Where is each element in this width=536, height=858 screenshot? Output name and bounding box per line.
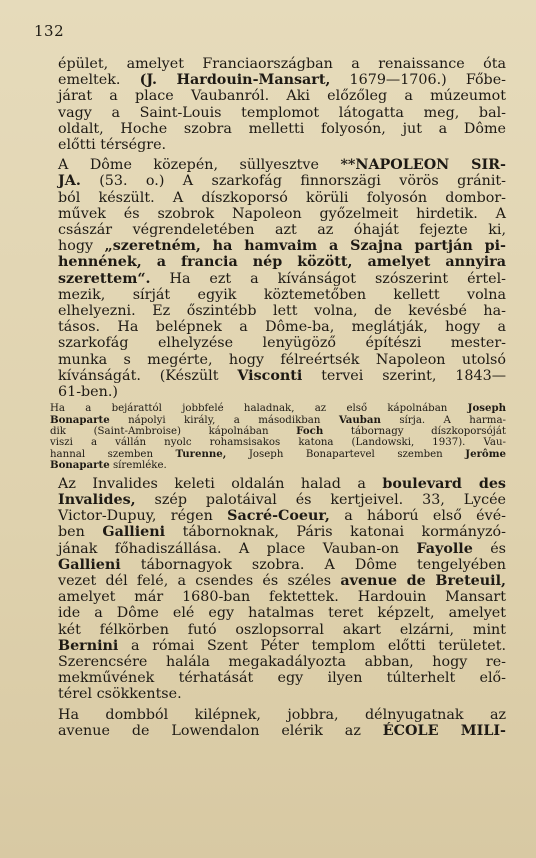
text-run: Ha ezt a kívánságot szószerint értel- <box>150 270 506 287</box>
text-run: hogy <box>58 238 105 255</box>
text-run: tervei szerint, 1843— <box>302 367 506 384</box>
text-line <box>34 72 506 88</box>
bold-text: hennének, a francia nép között, amelyet annyira <box>58 254 506 271</box>
bold-text: Foch <box>296 425 324 438</box>
text-run: amelyet már 1680-ban fektettek. Hardouin Mansart <box>58 589 506 606</box>
bold-text: JA. <box>58 173 81 190</box>
text-run: ból készült. A díszkoporsó körüli folyosón dombor- <box>58 189 506 206</box>
text-run: a háború első évé- <box>329 508 506 525</box>
bold-text: szerettem“. <box>58 270 151 287</box>
text-run: mekművének térhatását egy ilyen túlterhelt elő- <box>58 670 506 687</box>
bold-text: Sacré-Coeur, <box>227 508 330 525</box>
bold-text: Turenne, <box>175 447 227 460</box>
text-run: ben <box>58 524 103 541</box>
text-line <box>34 476 506 492</box>
text-run: szarkofág elhelyzése lenyügöző építészi mester- <box>58 335 506 352</box>
text-line <box>34 319 506 335</box>
text-line <box>34 622 506 638</box>
bold-text: boulevard des <box>382 475 506 492</box>
text-run: avenue de Lowendalon elérik az <box>58 722 383 739</box>
text-run: tábornagy díszkoporsóját <box>323 426 506 438</box>
text-run: Szerencsére halála megakadályozta abban, hogy re- <box>58 653 506 670</box>
text-line <box>34 686 506 702</box>
text-run: munka s megérte, hogy félreértsék Napoleon utolsó <box>58 351 506 368</box>
text-line <box>34 384 506 400</box>
text-line <box>34 460 506 471</box>
text-run: nápolyi király, a másodikban <box>109 414 339 426</box>
text-line <box>34 271 506 287</box>
text-run: oldalt, Hoche szobra melletti folyosón, jut a Dôme <box>58 120 506 137</box>
text-line <box>34 303 506 319</box>
text-run: mezik, sírját egyik köztemetőben kellett volna <box>58 286 506 303</box>
bold-text: Gallieni <box>102 524 166 541</box>
text-run: császár végrendeletében azt az óhaját fejezte ki, <box>58 222 506 239</box>
text-line <box>34 238 506 254</box>
text-line <box>34 368 506 384</box>
text-line <box>34 589 506 605</box>
text-line <box>34 206 506 222</box>
text-line <box>34 56 506 72</box>
text-line <box>34 190 506 206</box>
text-line <box>34 508 506 524</box>
text-run: ide a Dôme elé egy hatalmas teret képzelt, amelyet <box>58 605 506 622</box>
text-line <box>34 670 506 686</box>
text-run: viszi a vállán nyolc rohamsisakos katona (Landowski, 1937). Vau- <box>50 437 506 449</box>
bold-text: Joseph <box>467 402 506 415</box>
text-run: A Dôme közepén, süllyesztve <box>58 157 341 174</box>
text-run: dik (Saint-Ambroise) kápolnában <box>50 426 297 438</box>
text-line <box>34 557 506 573</box>
text-line <box>34 707 506 723</box>
text-run: 1679—1706.) Főbe- <box>330 72 507 89</box>
text-run: Victor-Dupuy, régen <box>58 508 228 525</box>
bold-text: „szeretném, ha hamvaim a Szajna partján pi- <box>104 238 506 255</box>
paragraph <box>34 56 506 153</box>
bold-text: Invalides, <box>58 491 136 508</box>
paragraph <box>34 707 506 739</box>
bold-text: **NAPOLEON SIR- <box>340 157 506 174</box>
text-line <box>34 524 506 540</box>
text-line <box>34 605 506 621</box>
text-line <box>34 492 506 508</box>
text-line <box>34 638 506 654</box>
text-run: (53. o.) A szarkofág finnorszägi vörös gránit- <box>80 173 506 190</box>
text-line <box>34 437 506 448</box>
text-run: Ha dombból kilépnek, jobbra, délnyugatnak az <box>58 706 506 723</box>
text-run: előtti térségre. <box>58 137 167 154</box>
bold-text: Gallieni <box>58 556 121 573</box>
bold-text: avenue de Breteuil, <box>340 572 507 589</box>
text-line <box>34 723 506 739</box>
text-run: vezet dél felé, a csendes és széles <box>58 572 341 589</box>
text-line <box>34 415 506 426</box>
paragraph <box>34 476 506 703</box>
text-run: járat a place Vaubanról. Aki előzőleg a múzeumot <box>58 88 506 105</box>
text-line <box>34 573 506 589</box>
bold-text: ÉCOLE MILI- <box>382 722 506 739</box>
bold-text: Bonaparte <box>50 459 110 472</box>
text-run: Ha a bejárattól jobbfelé haladnak, az első kápolnában <box>50 403 468 415</box>
text-run: két félkörben futó oszlopsorral akart elzárni, mint <box>58 621 506 638</box>
text-line <box>34 654 506 670</box>
text-line <box>34 157 506 173</box>
text-line <box>34 121 506 137</box>
text-run: Az Invalides keleti oldalán halad a <box>58 475 383 492</box>
bold-text: Fayolle <box>416 540 473 557</box>
text-line <box>34 222 506 238</box>
text-run: elhelyezni. Ez őszintébb lett volna, de kevésbé ha- <box>58 303 506 320</box>
page-number: 132 <box>34 22 65 40</box>
text-line <box>34 105 506 121</box>
text-run: tábornoknak, Páris katonai kormányzó- <box>165 524 506 541</box>
bold-text: Bernini <box>58 637 119 654</box>
bold-text: (J. Hardouin-Mansart, <box>139 72 331 89</box>
paragraph <box>34 157 506 400</box>
bold-text: Jerôme <box>465 447 506 460</box>
text-line <box>34 352 506 368</box>
text-run: jának főhadiszállása. A place Vauban-on <box>58 540 417 557</box>
text-line <box>34 88 506 104</box>
text-line <box>34 541 506 557</box>
text-run: Joseph Bonapartevel szemben <box>226 448 466 460</box>
text-run: és <box>472 540 507 557</box>
text-run: hannal szemben <box>50 448 176 460</box>
bold-text: Bonaparte <box>50 413 110 426</box>
text-run: művek és szobrok Napoleon győzelmeit hirdetik. A <box>58 205 506 222</box>
text-run: emeltek. <box>58 72 140 89</box>
text-run: tásos. Ha belépnek a Dôme-ba, meglátják, hogy a <box>58 319 506 336</box>
bold-text: Visconti <box>237 367 303 384</box>
text-run: síremléke. <box>109 460 167 472</box>
text-run: 61-ben.) <box>58 384 118 401</box>
text-run: térel csökkentse. <box>58 686 182 703</box>
text-line <box>34 426 506 437</box>
text-line <box>34 287 506 303</box>
text-line <box>34 137 506 153</box>
text-run: épület, amelyet Franciaországban a renaissance óta <box>58 56 506 72</box>
text-run: a római Szent Péter templom előtti területet. <box>118 637 506 654</box>
text-line <box>34 173 506 189</box>
text-run: kívánságát. (Készült <box>58 367 238 384</box>
page-body <box>34 56 506 739</box>
text-line <box>34 254 506 270</box>
text-line <box>34 335 506 351</box>
text-run: sírja. A harma- <box>380 414 506 426</box>
text-run: szép palotáival és kertjeivel. 33, Lycée <box>135 491 506 508</box>
text-run: vagy a Saint-Louis templomot látogatta meg, bal- <box>58 104 506 121</box>
footnote-paragraph <box>34 403 506 471</box>
bold-text: Vauban <box>338 413 381 426</box>
text-run: tábornagyok szobra. A Dôme tengelyében <box>120 556 506 573</box>
